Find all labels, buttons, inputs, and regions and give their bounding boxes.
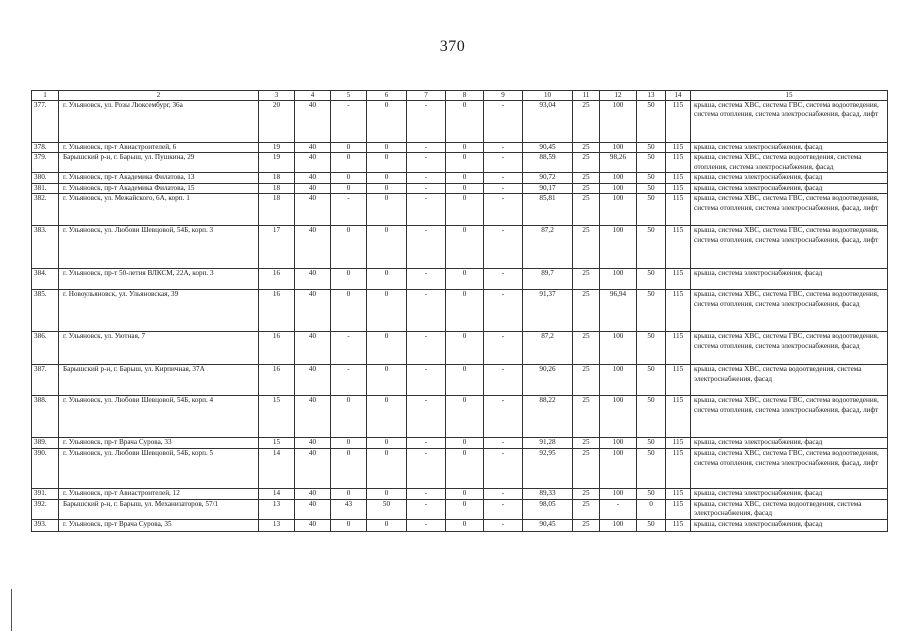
col12-cell: 100 bbox=[600, 489, 637, 500]
col9-cell: - bbox=[484, 519, 523, 531]
col13-cell: 50 bbox=[637, 142, 666, 153]
col11-cell: 25 bbox=[573, 100, 600, 142]
col7-cell: - bbox=[407, 438, 446, 449]
row-number: 391. bbox=[32, 489, 59, 500]
col8-cell: 0 bbox=[446, 269, 484, 290]
header-cell: 4 bbox=[295, 91, 331, 101]
table-row bbox=[32, 173, 888, 184]
col9-cell: - bbox=[484, 499, 523, 519]
works-cell: крыша, система электроснабжения, фасад bbox=[691, 438, 888, 449]
works-cell: крыша, система электроснабжения, фасад bbox=[691, 489, 888, 500]
col8-cell: 0 bbox=[446, 153, 484, 173]
col6-cell: 0 bbox=[367, 489, 407, 500]
col4-cell: 40 bbox=[295, 226, 331, 269]
col6-cell: 0 bbox=[367, 183, 407, 194]
table-row bbox=[32, 499, 888, 519]
col11-cell: 25 bbox=[573, 449, 600, 489]
row-number: 385. bbox=[32, 290, 59, 332]
col8-cell: 0 bbox=[446, 489, 484, 500]
header-cell: 15 bbox=[691, 91, 888, 101]
col10-cell: 85,81 bbox=[523, 194, 573, 226]
register-table bbox=[31, 90, 888, 532]
col10-cell: 87,2 bbox=[523, 226, 573, 269]
col3-cell: 16 bbox=[259, 332, 295, 365]
col14-cell: 115 bbox=[666, 183, 691, 194]
col14-cell: 115 bbox=[666, 519, 691, 531]
col5-cell: - bbox=[331, 365, 367, 396]
col14-cell: 115 bbox=[666, 438, 691, 449]
col10-cell: 90,72 bbox=[523, 173, 573, 184]
col4-cell: 40 bbox=[295, 290, 331, 332]
table-row bbox=[32, 519, 888, 531]
col5-cell: 0 bbox=[331, 269, 367, 290]
col13-cell: 50 bbox=[637, 449, 666, 489]
col8-cell: 0 bbox=[446, 519, 484, 531]
col11-cell: 25 bbox=[573, 365, 600, 396]
address-cell: г. Ульяновск, ул. Любови Шевцовой, 54Б, корп. 4 bbox=[59, 396, 259, 438]
col4-cell: 40 bbox=[295, 183, 331, 194]
table-row bbox=[32, 290, 888, 332]
header-cell: 13 bbox=[637, 91, 666, 101]
col3-cell: 18 bbox=[259, 173, 295, 184]
table-row bbox=[32, 365, 888, 396]
table-row bbox=[32, 100, 888, 142]
col7-cell: - bbox=[407, 290, 446, 332]
col5-cell: 0 bbox=[331, 153, 367, 173]
col12-cell: 100 bbox=[600, 183, 637, 194]
col5-cell: 0 bbox=[331, 173, 367, 184]
address-cell: г. Ульяновск, ул. Уютная, 7 bbox=[59, 332, 259, 365]
col4-cell: 40 bbox=[295, 269, 331, 290]
col13-cell: 50 bbox=[637, 489, 666, 500]
col3-cell: 13 bbox=[259, 499, 295, 519]
col14-cell: 115 bbox=[666, 365, 691, 396]
col10-cell: 88,59 bbox=[523, 153, 573, 173]
col4-cell: 40 bbox=[295, 449, 331, 489]
works-cell: крыша, система ХВС, система ГВС, система водоотведения, система отопления, система электроснабжения, фасад bbox=[691, 332, 888, 365]
table-row bbox=[32, 183, 888, 194]
col7-cell: - bbox=[407, 100, 446, 142]
col13-cell: 50 bbox=[637, 226, 666, 269]
row-number: 377. bbox=[32, 100, 59, 142]
address-cell: г. Ульяновск, пр-т Академика Филатова, 15 bbox=[59, 183, 259, 194]
row-number: 382. bbox=[32, 194, 59, 226]
col14-cell: 115 bbox=[666, 226, 691, 269]
col13-cell: 50 bbox=[637, 269, 666, 290]
col13-cell: 50 bbox=[637, 194, 666, 226]
col6-cell: 0 bbox=[367, 153, 407, 173]
works-cell: крыша, система электроснабжения, фасад bbox=[691, 269, 888, 290]
works-cell: крыша, система электроснабжения, фасад bbox=[691, 142, 888, 153]
col4-cell: 40 bbox=[295, 396, 331, 438]
table-row bbox=[32, 226, 888, 269]
col5-cell: 0 bbox=[331, 449, 367, 489]
address-cell: Барышский р-н, г. Барыш, ул. Пушкина, 29 bbox=[59, 153, 259, 173]
table-row bbox=[32, 142, 888, 153]
col10-cell: 98,05 bbox=[523, 499, 573, 519]
col7-cell: - bbox=[407, 396, 446, 438]
margin-line bbox=[11, 589, 12, 631]
col7-cell: - bbox=[407, 449, 446, 489]
header-cell: 1 bbox=[32, 91, 59, 101]
col4-cell: 40 bbox=[295, 194, 331, 226]
col5-cell: - bbox=[331, 100, 367, 142]
col6-cell: 0 bbox=[367, 269, 407, 290]
col7-cell: - bbox=[407, 489, 446, 500]
col13-cell: 50 bbox=[637, 290, 666, 332]
col10-cell: 87,2 bbox=[523, 332, 573, 365]
col13-cell: 50 bbox=[637, 100, 666, 142]
header-row bbox=[32, 91, 888, 101]
col7-cell: - bbox=[407, 332, 446, 365]
col13-cell: 50 bbox=[637, 173, 666, 184]
address-cell: Барышский р-н, г. Барыш, ул. Кирпичная, 37А bbox=[59, 365, 259, 396]
address-cell: г. Ульяновск, пр-т Врача Сурова, 35 bbox=[59, 519, 259, 531]
col10-cell: 90,26 bbox=[523, 365, 573, 396]
row-number: 393. bbox=[32, 519, 59, 531]
col10-cell: 92,95 bbox=[523, 449, 573, 489]
works-cell: крыша, система ХВС, система ГВС, система водоотведения, система отопления, система электроснабжения, фасад, лифт bbox=[691, 396, 888, 438]
works-cell: крыша, система электроснабжения, фасад bbox=[691, 173, 888, 184]
row-number: 388. bbox=[32, 396, 59, 438]
col3-cell: 14 bbox=[259, 449, 295, 489]
col4-cell: 40 bbox=[295, 173, 331, 184]
row-number: 390. bbox=[32, 449, 59, 489]
works-cell: крыша, система электроснабжения, фасад bbox=[691, 519, 888, 531]
col11-cell: 25 bbox=[573, 396, 600, 438]
header-cell: 14 bbox=[666, 91, 691, 101]
col9-cell: - bbox=[484, 153, 523, 173]
col8-cell: 0 bbox=[446, 183, 484, 194]
col12-cell: 100 bbox=[600, 269, 637, 290]
col14-cell: 115 bbox=[666, 489, 691, 500]
col6-cell: 0 bbox=[367, 438, 407, 449]
col14-cell: 115 bbox=[666, 290, 691, 332]
row-number: 386. bbox=[32, 332, 59, 365]
col6-cell: 0 bbox=[367, 365, 407, 396]
header-cell: 12 bbox=[600, 91, 637, 101]
col13-cell: 50 bbox=[637, 519, 666, 531]
col5-cell: 0 bbox=[331, 183, 367, 194]
col3-cell: 19 bbox=[259, 153, 295, 173]
col9-cell: - bbox=[484, 290, 523, 332]
col5-cell: 0 bbox=[331, 489, 367, 500]
col13-cell: 50 bbox=[637, 183, 666, 194]
col6-cell: 0 bbox=[367, 173, 407, 184]
row-number: 378. bbox=[32, 142, 59, 153]
col10-cell: 93,04 bbox=[523, 100, 573, 142]
col9-cell: - bbox=[484, 489, 523, 500]
address-cell: г. Ульяновск, пр-т Авиастроителей, 6 bbox=[59, 142, 259, 153]
address-cell: г. Новоульяновск, ул. Ульяновская, 39 bbox=[59, 290, 259, 332]
header-cell: 8 bbox=[446, 91, 484, 101]
col14-cell: 115 bbox=[666, 173, 691, 184]
col14-cell: 115 bbox=[666, 332, 691, 365]
col4-cell: 40 bbox=[295, 519, 331, 531]
address-cell: г. Ульяновск, пр-т Академика Филатова, 13 bbox=[59, 173, 259, 184]
col12-cell: 100 bbox=[600, 226, 637, 269]
col5-cell: - bbox=[331, 332, 367, 365]
col8-cell: 0 bbox=[446, 226, 484, 269]
table-row bbox=[32, 396, 888, 438]
col12-cell: 98,26 bbox=[600, 153, 637, 173]
col9-cell: - bbox=[484, 332, 523, 365]
row-number: 387. bbox=[32, 365, 59, 396]
works-cell: крыша, система ХВС, система водоотведения, система электроснабжения, фасад bbox=[691, 499, 888, 519]
col14-cell: 115 bbox=[666, 142, 691, 153]
col14-cell: 115 bbox=[666, 194, 691, 226]
col7-cell: - bbox=[407, 194, 446, 226]
col8-cell: 0 bbox=[446, 396, 484, 438]
header-cell: 11 bbox=[573, 91, 600, 101]
address-cell: г. Ульяновск, ул. Любови Шевцовой, 54Б, корп. 3 bbox=[59, 226, 259, 269]
col11-cell: 25 bbox=[573, 499, 600, 519]
table-row bbox=[32, 194, 888, 226]
col3-cell: 18 bbox=[259, 183, 295, 194]
col11-cell: 25 bbox=[573, 183, 600, 194]
col8-cell: 0 bbox=[446, 499, 484, 519]
col7-cell: - bbox=[407, 269, 446, 290]
works-cell: крыша, система ХВС, система ГВС, система водоотведения, система отопления, система электроснабжения, фасад, лифт bbox=[691, 100, 888, 142]
col9-cell: - bbox=[484, 365, 523, 396]
address-cell: г. Ульяновск, ул. Любови Шевцовой, 54Б, корп. 5 bbox=[59, 449, 259, 489]
col11-cell: 25 bbox=[573, 142, 600, 153]
col5-cell: 43 bbox=[331, 499, 367, 519]
col5-cell: - bbox=[331, 194, 367, 226]
col3-cell: 18 bbox=[259, 194, 295, 226]
col7-cell: - bbox=[407, 519, 446, 531]
col3-cell: 14 bbox=[259, 489, 295, 500]
table-row bbox=[32, 449, 888, 489]
col11-cell: 25 bbox=[573, 519, 600, 531]
col12-cell: 100 bbox=[600, 438, 637, 449]
col6-cell: 0 bbox=[367, 449, 407, 489]
col3-cell: 16 bbox=[259, 269, 295, 290]
col8-cell: 0 bbox=[446, 332, 484, 365]
works-cell: крыша, система ХВС, система ГВС, система водоотведения, система отопления, система электроснабжения, фасад, лифт bbox=[691, 194, 888, 226]
address-cell: Барышский р-н, г. Барыш, ул. Механизаторов, 57/1 bbox=[59, 499, 259, 519]
col11-cell: 25 bbox=[573, 194, 600, 226]
col12-cell: 100 bbox=[600, 396, 637, 438]
col5-cell: 0 bbox=[331, 290, 367, 332]
col6-cell: 0 bbox=[367, 290, 407, 332]
col3-cell: 16 bbox=[259, 290, 295, 332]
col5-cell: 0 bbox=[331, 142, 367, 153]
col11-cell: 25 bbox=[573, 153, 600, 173]
col11-cell: 25 bbox=[573, 173, 600, 184]
col3-cell: 16 bbox=[259, 365, 295, 396]
col4-cell: 40 bbox=[295, 438, 331, 449]
header-cell: 7 bbox=[407, 91, 446, 101]
col12-cell: - bbox=[600, 499, 637, 519]
col13-cell: 0 bbox=[637, 499, 666, 519]
works-cell: крыша, система ХВС, система ГВС, система водоотведения, система отопления, система электроснабжения, фасад, лифт bbox=[691, 226, 888, 269]
col11-cell: 25 bbox=[573, 332, 600, 365]
works-cell: крыша, система ХВС, система водоотведения, система электроснабжения, фасад bbox=[691, 365, 888, 396]
col8-cell: 0 bbox=[446, 290, 484, 332]
col3-cell: 19 bbox=[259, 142, 295, 153]
col9-cell: - bbox=[484, 100, 523, 142]
col10-cell: 91,28 bbox=[523, 438, 573, 449]
col4-cell: 40 bbox=[295, 332, 331, 365]
col3-cell: 17 bbox=[259, 226, 295, 269]
works-cell: крыша, система ХВС, система водоотведения, система отопления, система электроснабжения, фасад bbox=[691, 153, 888, 173]
col14-cell: 115 bbox=[666, 499, 691, 519]
col12-cell: 100 bbox=[600, 519, 637, 531]
col6-cell: 0 bbox=[367, 226, 407, 269]
col11-cell: 25 bbox=[573, 269, 600, 290]
col8-cell: 0 bbox=[446, 100, 484, 142]
col3-cell: 15 bbox=[259, 396, 295, 438]
col9-cell: - bbox=[484, 449, 523, 489]
row-number: 392. bbox=[32, 499, 59, 519]
col3-cell: 15 bbox=[259, 438, 295, 449]
col10-cell: 91,37 bbox=[523, 290, 573, 332]
col12-cell: 96,94 bbox=[600, 290, 637, 332]
col6-cell: 0 bbox=[367, 100, 407, 142]
col9-cell: - bbox=[484, 173, 523, 184]
col9-cell: - bbox=[484, 142, 523, 153]
col6-cell: 0 bbox=[367, 396, 407, 438]
col4-cell: 40 bbox=[295, 142, 331, 153]
col12-cell: 100 bbox=[600, 449, 637, 489]
col12-cell: 100 bbox=[600, 142, 637, 153]
works-cell: крыша, система ХВС, система ГВС, система водоотведения, система отопления, система электроснабжения, фасад, лифт bbox=[691, 449, 888, 489]
works-cell: крыша, система электроснабжения, фасад bbox=[691, 183, 888, 194]
col4-cell: 40 bbox=[295, 489, 331, 500]
col10-cell: 88,22 bbox=[523, 396, 573, 438]
col8-cell: 0 bbox=[446, 365, 484, 396]
col8-cell: 0 bbox=[446, 173, 484, 184]
header-cell: 3 bbox=[259, 91, 295, 101]
col5-cell: 0 bbox=[331, 519, 367, 531]
col4-cell: 40 bbox=[295, 499, 331, 519]
address-cell: г. Ульяновск, ул. Розы Люксембург, 36а bbox=[59, 100, 259, 142]
col6-cell: 0 bbox=[367, 194, 407, 226]
col11-cell: 25 bbox=[573, 226, 600, 269]
col14-cell: 115 bbox=[666, 396, 691, 438]
col10-cell: 90,45 bbox=[523, 142, 573, 153]
col6-cell: 50 bbox=[367, 499, 407, 519]
col9-cell: - bbox=[484, 183, 523, 194]
col8-cell: 0 bbox=[446, 142, 484, 153]
table-row bbox=[32, 489, 888, 500]
col9-cell: - bbox=[484, 396, 523, 438]
col7-cell: - bbox=[407, 499, 446, 519]
col13-cell: 50 bbox=[637, 153, 666, 173]
col8-cell: 0 bbox=[446, 194, 484, 226]
col7-cell: - bbox=[407, 183, 446, 194]
col9-cell: - bbox=[484, 438, 523, 449]
col12-cell: 100 bbox=[600, 194, 637, 226]
col7-cell: - bbox=[407, 153, 446, 173]
row-number: 379. bbox=[32, 153, 59, 173]
col6-cell: 0 bbox=[367, 332, 407, 365]
header-cell: 5 bbox=[331, 91, 367, 101]
col9-cell: - bbox=[484, 269, 523, 290]
col3-cell: 20 bbox=[259, 100, 295, 142]
works-cell: крыша, система ХВС, система ГВС, система водоотведения, система отопления, система электроснабжения, фасад bbox=[691, 290, 888, 332]
col10-cell: 89,7 bbox=[523, 269, 573, 290]
col8-cell: 0 bbox=[446, 438, 484, 449]
col14-cell: 115 bbox=[666, 153, 691, 173]
col12-cell: 100 bbox=[600, 100, 637, 142]
address-cell: г. Ульяновск, ул. Межайского, 6А, корп. 1 bbox=[59, 194, 259, 226]
col14-cell: 115 bbox=[666, 449, 691, 489]
col12-cell: 100 bbox=[600, 173, 637, 184]
table-row bbox=[32, 332, 888, 365]
header-cell: 2 bbox=[59, 91, 259, 101]
col13-cell: 50 bbox=[637, 438, 666, 449]
page-number: 370 bbox=[439, 38, 466, 55]
col4-cell: 40 bbox=[295, 100, 331, 142]
header-cell: 10 bbox=[523, 91, 573, 101]
col14-cell: 115 bbox=[666, 100, 691, 142]
col11-cell: 25 bbox=[573, 438, 600, 449]
row-number: 383. bbox=[32, 226, 59, 269]
col11-cell: 25 bbox=[573, 489, 600, 500]
col6-cell: 0 bbox=[367, 519, 407, 531]
col11-cell: 25 bbox=[573, 290, 600, 332]
table-row bbox=[32, 153, 888, 173]
col7-cell: - bbox=[407, 142, 446, 153]
col9-cell: - bbox=[484, 194, 523, 226]
col14-cell: 115 bbox=[666, 269, 691, 290]
col7-cell: - bbox=[407, 226, 446, 269]
row-number: 381. bbox=[32, 183, 59, 194]
table-row bbox=[32, 269, 888, 290]
col10-cell: 90,45 bbox=[523, 519, 573, 531]
col6-cell: 0 bbox=[367, 142, 407, 153]
col13-cell: 50 bbox=[637, 332, 666, 365]
col4-cell: 40 bbox=[295, 153, 331, 173]
header-cell: 6 bbox=[367, 91, 407, 101]
address-cell: г. Ульяновск, пр-т Авиастроителей, 12 bbox=[59, 489, 259, 500]
col13-cell: 50 bbox=[637, 365, 666, 396]
table-row bbox=[32, 438, 888, 449]
col5-cell: 0 bbox=[331, 396, 367, 438]
header-cell: 9 bbox=[484, 91, 523, 101]
col13-cell: 50 bbox=[637, 396, 666, 438]
row-number: 389. bbox=[32, 438, 59, 449]
col10-cell: 89,33 bbox=[523, 489, 573, 500]
col5-cell: 0 bbox=[331, 438, 367, 449]
address-cell: г. Ульяновск, пр-т 50-летия ВЛКСМ, 22А, корп. 3 bbox=[59, 269, 259, 290]
col4-cell: 40 bbox=[295, 365, 331, 396]
col12-cell: 100 bbox=[600, 365, 637, 396]
col12-cell: 100 bbox=[600, 332, 637, 365]
address-cell: г. Ульяновск, пр-т Врача Сурова, 33 bbox=[59, 438, 259, 449]
col3-cell: 13 bbox=[259, 519, 295, 531]
col10-cell: 90,17 bbox=[523, 183, 573, 194]
col7-cell: - bbox=[407, 173, 446, 184]
col5-cell: 0 bbox=[331, 226, 367, 269]
row-number: 380. bbox=[32, 173, 59, 184]
col8-cell: 0 bbox=[446, 449, 484, 489]
col7-cell: - bbox=[407, 365, 446, 396]
col9-cell: - bbox=[484, 226, 523, 269]
row-number: 384. bbox=[32, 269, 59, 290]
